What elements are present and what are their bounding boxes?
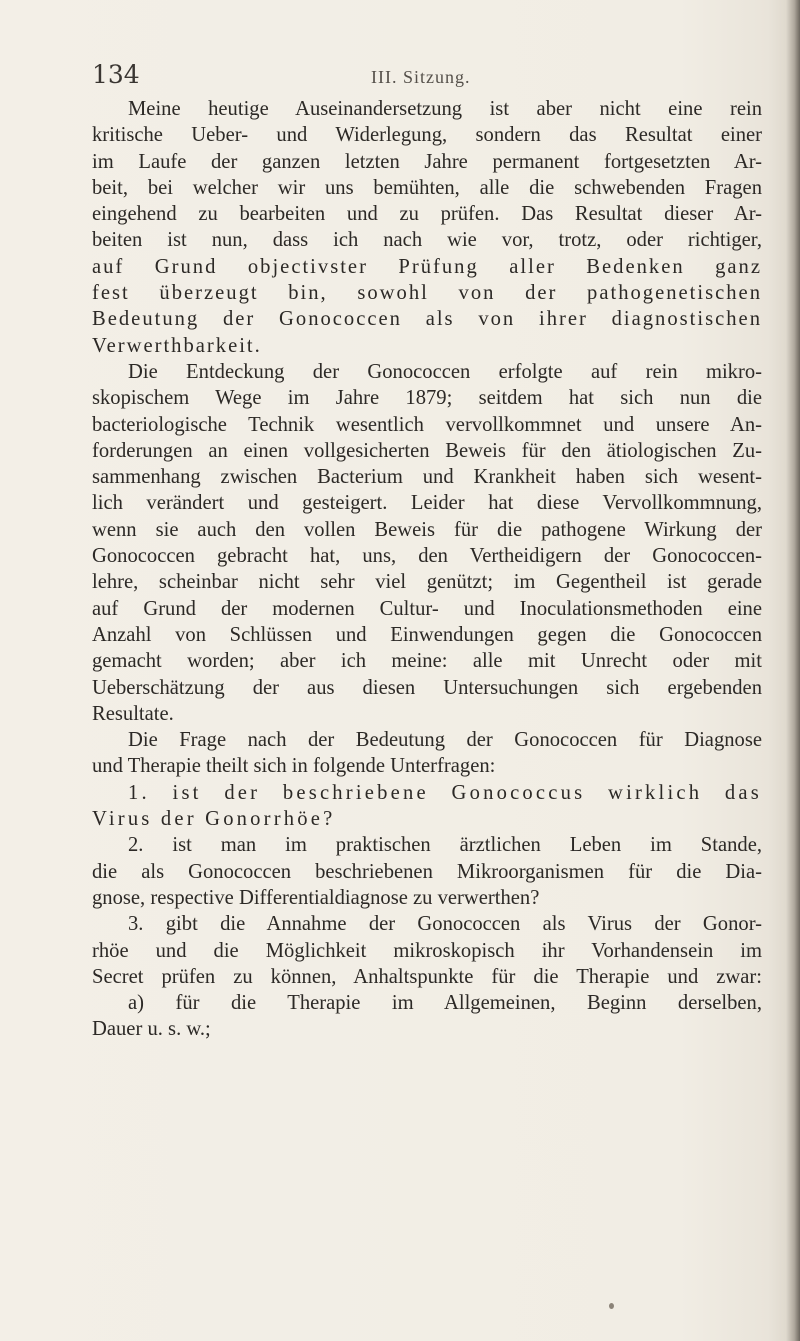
- text-line: auf Grund der modernen Cultur- und Inoculationsmethoden eine: [92, 597, 762, 620]
- text-line: wenn sie auch den vollen Beweis für die pathogene Wirkung der: [92, 518, 762, 541]
- text-line: rhöe und die Möglichkeit mikroskopisch ihr Vorhandensein im: [92, 939, 762, 962]
- text-line: eingehend zu bearbeiten und zu prüfen. Das Resultat dieser Ar-: [92, 203, 762, 226]
- text-line: beit, bei welcher wir uns bemühten, alle die schwebenden Fragen: [92, 176, 762, 199]
- text-line: kritische Ueber- und Widerlegung, sondern das Resultat einer: [92, 124, 762, 147]
- page-number: 134: [92, 60, 140, 89]
- text-line: Secret prüfen zu können, Anhaltspunkte für die Therapie und zwar:: [92, 965, 762, 988]
- text-line: Virus der Gonorrhöe?: [92, 808, 336, 831]
- running-head: III. Sitzung.: [371, 67, 471, 87]
- text-line: lich verändert und gesteigert. Leider hat diese Vervollkommnung,: [92, 492, 762, 515]
- text-line: 1. ist der beschriebene Gonococcus wirklich das: [128, 781, 762, 804]
- paragraph-intro: [92, 96, 762, 359]
- text-line: 2. ist man im praktischen ärztlichen Leben im Stande,: [128, 834, 762, 857]
- text-line: Dauer u. s. w.;: [92, 1018, 211, 1041]
- page-header: [92, 60, 752, 100]
- body-text: [92, 96, 762, 1043]
- text-line: Meine heutige Auseinandersetzung ist aber nicht eine rein: [128, 98, 762, 120]
- text-line: Die Entdeckung der Gonococcen erfolgte auf rein mikro-: [128, 360, 762, 383]
- paragraph-question: [92, 727, 762, 780]
- list-item-3: [92, 911, 762, 1042]
- text-line: und Therapie theilt sich in folgende Unterfragen:: [92, 755, 496, 778]
- text-line: a) für die Therapie im Allgemeinen, Beginn derselben,: [128, 992, 762, 1015]
- text-line: 3. gibt die Annahme der Gonococcen als Virus der Gonor-: [128, 913, 762, 936]
- text-line: Anzahl von Schlüssen und Einwendungen gegen die Gonococcen: [92, 623, 762, 646]
- text-line: die als Gonococcen beschriebenen Mikroorganismen für die Dia-: [92, 860, 762, 883]
- text-line: Gonococcen gebracht hat, uns, den Vertheidigern der Gonococcen-: [92, 545, 762, 568]
- text-line: gemacht worden; aber ich meine: alle mit Unrecht oder mit: [92, 650, 762, 673]
- text-line: Resultate.: [92, 702, 174, 725]
- text-line: fest überzeugt bin, sowohl von der pathogenetischen: [92, 282, 762, 305]
- text-line: bacteriologische Technik wesentlich vervollkommnet und unsere An-: [92, 413, 762, 436]
- text-line: Bedeutung der Gonococcen als von ihrer diagnostischen: [92, 308, 762, 331]
- page-edge-shadow: [786, 0, 800, 1341]
- list-item-2: [92, 832, 762, 911]
- text-line: auf Grund objectivster Prüfung aller Bedenken ganz: [92, 255, 762, 278]
- text-line: skopischem Wege im Jahre 1879; seitdem hat sich nun die: [92, 387, 762, 410]
- text-line: Verwerthbarkeit.: [92, 334, 262, 357]
- text-line: forderungen an einen vollgesicherten Beweis für den ätiologischen Zu-: [92, 439, 762, 462]
- text-line: Die Frage nach der Bedeutung der Gonococcen für Diagnose: [128, 729, 762, 752]
- text-line: beiten ist nun, dass ich nach wie vor, trotz, oder richtiger,: [92, 229, 762, 252]
- text-line: im Laufe der ganzen letzten Jahre permanent fortgesetzten Ar-: [92, 150, 762, 173]
- paper-speck: [609, 1303, 614, 1309]
- text-line: lehre, scheinbar nicht sehr viel genützt; im Gegentheil ist gerade: [92, 571, 762, 594]
- text-line: gnose, respective Differentialdiagnose zu verwerthen?: [92, 886, 540, 909]
- text-line: Ueberschätzung der aus diesen Untersuchungen sich ergebenden: [92, 676, 762, 699]
- paragraph-discovery: [92, 359, 762, 727]
- text-line: sammenhang zwischen Bacterium und Krankheit haben sich wesent-: [92, 466, 762, 489]
- list-item-1: [92, 780, 762, 833]
